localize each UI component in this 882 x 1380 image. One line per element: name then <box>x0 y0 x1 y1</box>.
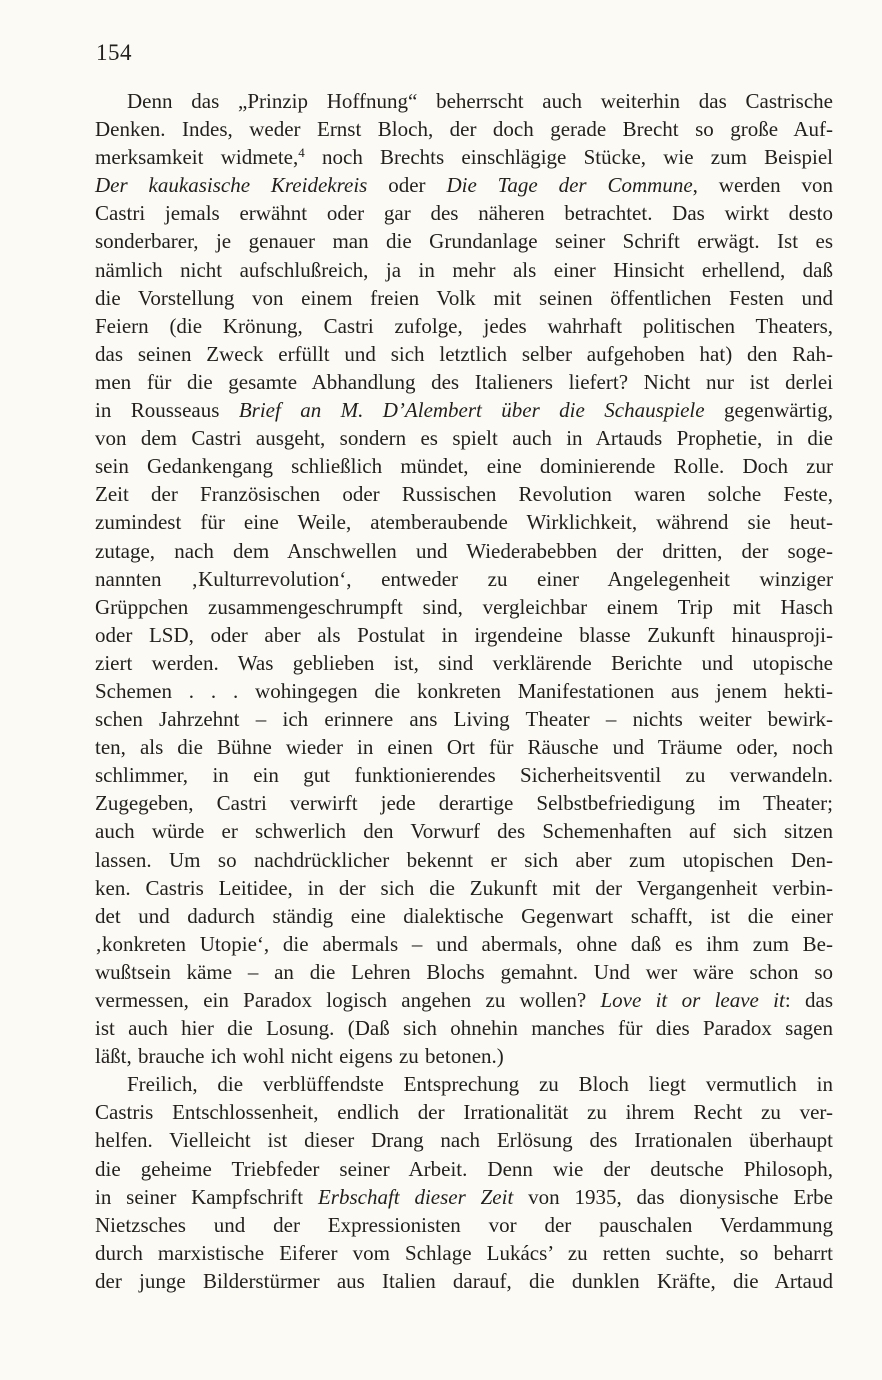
text-run: merksamkeit widmete, <box>95 145 299 170</box>
text-line <box>95 733 833 761</box>
text-line <box>95 1239 833 1267</box>
text-run: schen Jahrzehnt – ich erinnere ans Living Theater – nichts weiter bewirk- <box>95 707 833 732</box>
text-run: durch marxistische Eiferer vom Schlage Lukács’ zu retten suchte, so beharrt <box>95 1240 833 1265</box>
text-line <box>95 705 833 733</box>
text-line <box>95 312 833 340</box>
text-run: der junge Bilderstürmer aus Italien darauf, die dunklen Kräfte, die Artaud <box>95 1268 833 1293</box>
text-run: Denken. Indes, weder Ernst Bloch, der doch gerade Brecht so große Auf- <box>95 117 833 142</box>
text-line <box>95 846 833 874</box>
text-line <box>95 256 833 284</box>
text-line <box>95 368 833 396</box>
text-line <box>95 115 833 143</box>
text-run: helfen. Vielleicht ist dieser Drang nach Erlösung des Irrationalen überhaupt <box>95 1128 833 1153</box>
text-run: das seinen Zweck erfüllt und sich letztlich selber aufgehoben hat) den Rah- <box>95 341 833 366</box>
text-run: Feiern (die Krönung, Castri zufolge, jedes wahrhaft politischen Theaters, <box>95 313 833 338</box>
text-run: von dem Castri ausgeht, sondern es spielt auch in Artauds Prophetie, in die <box>95 426 833 451</box>
text-run: Nietzsches und der Expressionisten vor der pauschalen Verdammung <box>95 1212 833 1237</box>
text-line <box>95 1155 833 1183</box>
text-line <box>95 1098 833 1126</box>
text-line <box>95 958 833 986</box>
text-line <box>95 1126 833 1154</box>
text-line <box>95 1014 833 1042</box>
text-line <box>95 143 833 171</box>
footnote-marker: 4 <box>298 145 305 161</box>
text-run: ist auch hier die Losung. (Daß sich ohnehin manches für dies Paradox sagen <box>95 1016 833 1041</box>
text-run: oder LSD, oder aber als Postulat in irgendeine blasse Zukunft hinausproji- <box>95 622 833 647</box>
text-run: in Rousseaus <box>95 398 239 423</box>
text-run: sonderbarer, je genauer man die Grundanlage seiner Schrift erwägt. Ist es <box>95 229 833 254</box>
text-run: men für die gesamte Abhandlung des Italieners liefert? Nicht nur ist derlei <box>95 369 833 394</box>
text-line <box>95 340 833 368</box>
text-run: zumindest für eine Weile, atemberaubende Wirklichkeit, während sie heut- <box>95 510 833 535</box>
text-run: Zugegeben, Castri verwirft jede derartige Selbstbefriedigung im Theater; <box>95 791 833 816</box>
text-run: ten, als die Bühne wieder in einen Ort für Räusche und Träume oder, noch <box>95 735 833 760</box>
text-line <box>95 565 833 593</box>
text-run: in seiner Kampfschrift <box>95 1184 318 1209</box>
text-run: nannten ‚Kulturrevolution‘, entweder zu einer Angelegenheit winziger <box>95 566 833 591</box>
text-run: ‚konkreten Utopie‘, die abermals – und abermals, ohne daß es ihm zum Be- <box>95 931 833 956</box>
italic-text: Die Tage der Commune <box>446 173 693 198</box>
text-line <box>95 87 833 115</box>
text-line <box>95 1267 833 1295</box>
text-run: Freilich, die verblüffendste Entsprechung zu Bloch liegt vermutlich in <box>127 1072 833 1097</box>
text-run: die geheime Triebfeder seiner Arbeit. Denn wie der deutsche Philosoph, <box>95 1156 833 1181</box>
text-run: auch würde er schwerlich den Vorwurf des Schemenhaften auf sich sitzen <box>95 819 833 844</box>
text-line <box>95 817 833 845</box>
text-run: zutage, nach dem Anschwellen und Wiederabebben der dritten, der soge- <box>95 538 833 563</box>
italic-text: Love it or leave it <box>600 988 785 1012</box>
text-run: Schemen . . . wohingegen die konkreten Manifestationen aus jenem hekti- <box>95 678 833 703</box>
page-number: 154 <box>96 40 132 65</box>
text-line <box>95 621 833 649</box>
text-line <box>95 537 833 565</box>
text-run: lassen. Um so nachdrücklicher bekennt er sich aber zum utopischen Den- <box>95 847 833 872</box>
text-run: , werden von <box>692 173 833 198</box>
text-run: ziert werden. Was geblieben ist, sind verklärende Berichte und utopische <box>95 650 833 675</box>
text-run: ken. Castris Leitidee, in der sich die Zukunft mit der Vergangenheit verbin- <box>95 875 833 900</box>
text-run: Denn das „Prinzip Hoffnung“ beherrscht auch weiterhin das Castrische <box>127 89 833 113</box>
text-line <box>95 874 833 902</box>
text-body <box>95 87 833 1295</box>
text-line <box>95 424 833 452</box>
text-line <box>95 1211 833 1239</box>
text-line <box>95 452 833 480</box>
text-line <box>95 789 833 817</box>
text-line <box>95 761 833 789</box>
text-line <box>95 1183 833 1211</box>
text-run: det und dadurch ständig eine dialektische Gegenwart schafft, ist die einer <box>95 903 833 928</box>
text-line <box>95 508 833 536</box>
text-line <box>95 396 833 424</box>
text-line <box>95 930 833 958</box>
text-line <box>95 649 833 677</box>
text-run: wußtsein käme – an die Lehren Blochs gemahnt. Und wer wäre schon so <box>95 959 833 984</box>
text-line <box>95 1042 833 1070</box>
text-run: sein Gedankengang schließlich mündet, eine dominierende Rolle. Doch zur <box>95 454 833 479</box>
text-run: : das <box>784 988 833 1012</box>
text-line <box>95 480 833 508</box>
text-run: nämlich nicht aufschlußreich, ja in mehr als einer Hinsicht erhellend, daß <box>95 257 833 282</box>
italic-text: Der kaukasische Kreidekreis <box>95 173 368 198</box>
text-line <box>95 171 833 199</box>
text-line <box>95 677 833 705</box>
text-line <box>95 593 833 621</box>
text-run: die Vorstellung von einem freien Volk mit seinen öffentlichen Festen und <box>95 285 833 310</box>
text-run: Castris Entschlossenheit, endlich der Irrationalität zu ihrem Recht zu ver- <box>95 1100 833 1125</box>
text-line <box>95 284 833 312</box>
text-run: Zeit der Französischen oder Russischen Revolution waren solche Feste, <box>95 482 833 507</box>
text-line <box>95 986 833 1014</box>
italic-text: Brief an M. D’Alembert über die Schauspiele <box>238 398 705 423</box>
text-run: vermessen, ein Paradox logisch angehen zu wollen? <box>95 988 601 1012</box>
text-run: gegenwärtig, <box>704 398 834 423</box>
text-run: läßt, brauche ich wohl nicht eigens zu betonen.) <box>95 1044 504 1069</box>
text-run: Castri jemals erwähnt oder gar des näheren betrachtet. Das wirkt desto <box>95 201 833 226</box>
text-line <box>95 1070 833 1098</box>
text-line <box>95 227 833 255</box>
text-run: oder <box>367 173 447 198</box>
text-run: schlimmer, in ein gut funktionierendes Sicherheitsventil zu verwandeln. <box>95 763 833 788</box>
italic-text: Erbschaft dieser Zeit <box>317 1184 514 1209</box>
text-run: Grüppchen zusammengeschrumpft sind, vergleichbar einem Trip mit Hasch <box>95 594 833 619</box>
text-line <box>95 199 833 227</box>
text-run: von 1935, das dionysische Erbe <box>513 1184 833 1209</box>
text-line <box>95 902 833 930</box>
text-run: noch Brechts einschlägige Stücke, wie zum Beispiel <box>304 145 833 170</box>
